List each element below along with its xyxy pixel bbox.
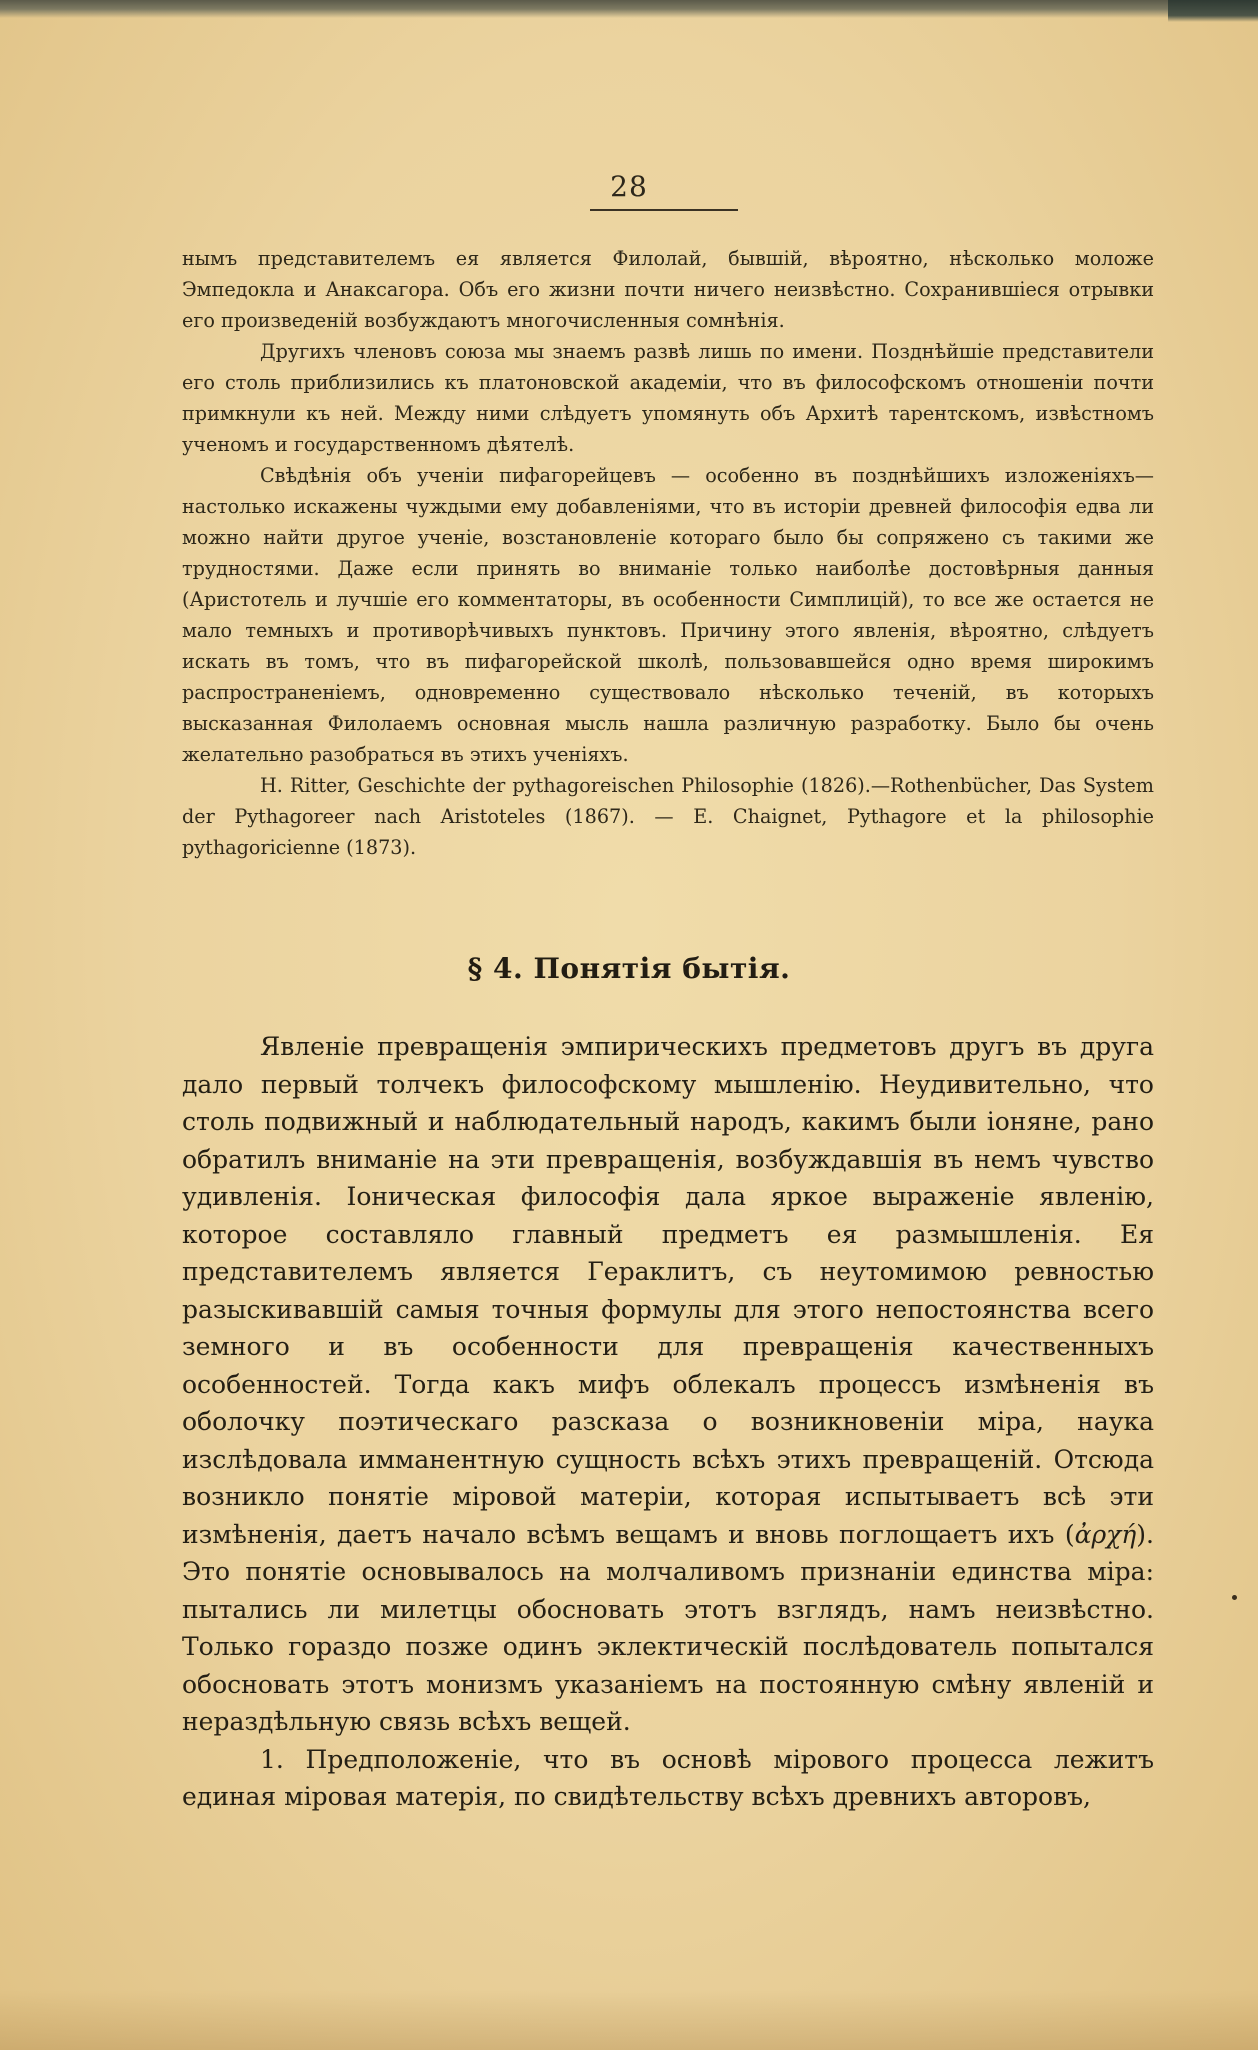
paragraph-transformation [182, 1028, 1154, 1741]
paragraph-philolaus: нымъ представителемъ ея является Филолай, бывшій, вѣроятно, нѣсколько моложе Эмпедокла и Анаксагора. Объ его жизни почти ничего неизвѣстно. Сохранившіеся отрывки его произведеній возбуждаютъ многочисленныя сомнѣнія. [182, 247, 1154, 332]
section-title: § 4. Понятія бытія. [467, 952, 791, 985]
ink-speck [1232, 1595, 1237, 1600]
paragraph-pythagorean-doctrine: Свѣдѣнія объ ученіи пифагорейцевъ — особенно въ позднѣйшихъ изложеніяхъ—настолько искажены чуждыми ему добавленіями, что въ исторіи древней философія едва ли можно найти другое ученіе, возстановленіе котораго было бы сопряжено съ такими же трудностями. Даже если принять во вниманіе только наиболѣе достовѣрныя данныя (Аристотель и лучшіе его комментаторы, въ особенности Симплицій), то все же остается не мало темныхъ и противорѣчивыхъ пунктовъ. Причину этого явленія, вѣроятно, слѣдуетъ искать въ томъ, что въ пифагорейской школѣ, пользовавшейся одно время широкимъ распространеніемъ, одновременно существовало нѣсколько теченій, въ которыхъ высказанная Филолаемъ основная мысль нашла различную разработку. Было бы очень желательно разобраться въ этихъ ученіяхъ. [182, 464, 1154, 766]
paragraph-transformation-part1: Явленіе превращенія эмпирическихъ предметовъ другъ въ друга дало первый толчекъ философскому мышленію. Неудивительно, что столь подвижный и наблюдательный народъ, какимъ были іоняне, рано обратилъ вниманіе на эти превращенія, возбуждавшія въ немъ чувство удивленія. Іоническая философія дала яркое выраженіе явленію, которое составляло главный предметъ ея размышленія. Ея представителемъ является Гераклитъ, съ неутомимою ревностью разыскивавшій самыя точныя формулы для этого непостоянства всего земного и въ особенности для превращенія качественныхъ особенностей. Тогда какъ мифъ облекалъ процессъ измѣненія въ оболочку поэтическаго разсказа о возникновеніи міра, наука изслѣдовала имманентную сущность всѣхъ этихъ превращеній. Отсюда возникло понятіе міровой матеріи, которая испытываетъ всѣ эти измѣненія, даетъ начало всѣмъ вещамъ и вновь поглощаетъ ихъ ( [182, 1032, 1154, 1549]
greek-term: ἀρχή [1074, 1519, 1137, 1549]
paragraph-other-members: Другихъ членовъ союза мы знаемъ развѣ лишь по имени. Позднѣйшіе представители его столь приблизились къ платоновской академіи, что въ философскомъ отношеніи почти примкнули къ ней. Между ними слѣдуетъ упомянуть объ Архитѣ тарентскомъ, извѣстномъ ученомъ и государственномъ дѣятелѣ. [182, 340, 1154, 456]
references: H. Ritter, Geschichte der pythagoreischen Philosophie (1826).—Rothenbücher, Das System der Pythagoreer nach Aristoteles (1867). — E. Chaignet, Pythagore et la philosophie pythagoricienne (1873). [182, 774, 1154, 859]
page-top-edge-corner [1168, 0, 1258, 22]
paragraph-transformation-part2: ). Это понятіе основывалось на молчаливомъ признаніи единства міра: пытались ли милетцы обосновать этотъ взглядъ, намъ неизвѣстно. Только гораздо позже одинъ эклектическій послѣдователь попытался обосновать этотъ монизмъ указаніемъ на постоянную смѣну явленій и нераздѣльную связь всѣхъ вещей. [182, 1519, 1154, 1736]
page-number: 28 [610, 170, 648, 203]
upper-text-block [182, 243, 1154, 863]
page-top-edge [0, 0, 1258, 18]
page-number-rule [590, 209, 738, 211]
page-bottom-shade [0, 1990, 1258, 2050]
paragraph-numbered-1: 1. Предположеніе, что въ основѣ мірового процесса лежитъ единая міровая матерія, по свидѣтельству всѣхъ древнихъ авторовъ, [182, 1744, 1154, 1811]
main-text-block [182, 1028, 1154, 1816]
